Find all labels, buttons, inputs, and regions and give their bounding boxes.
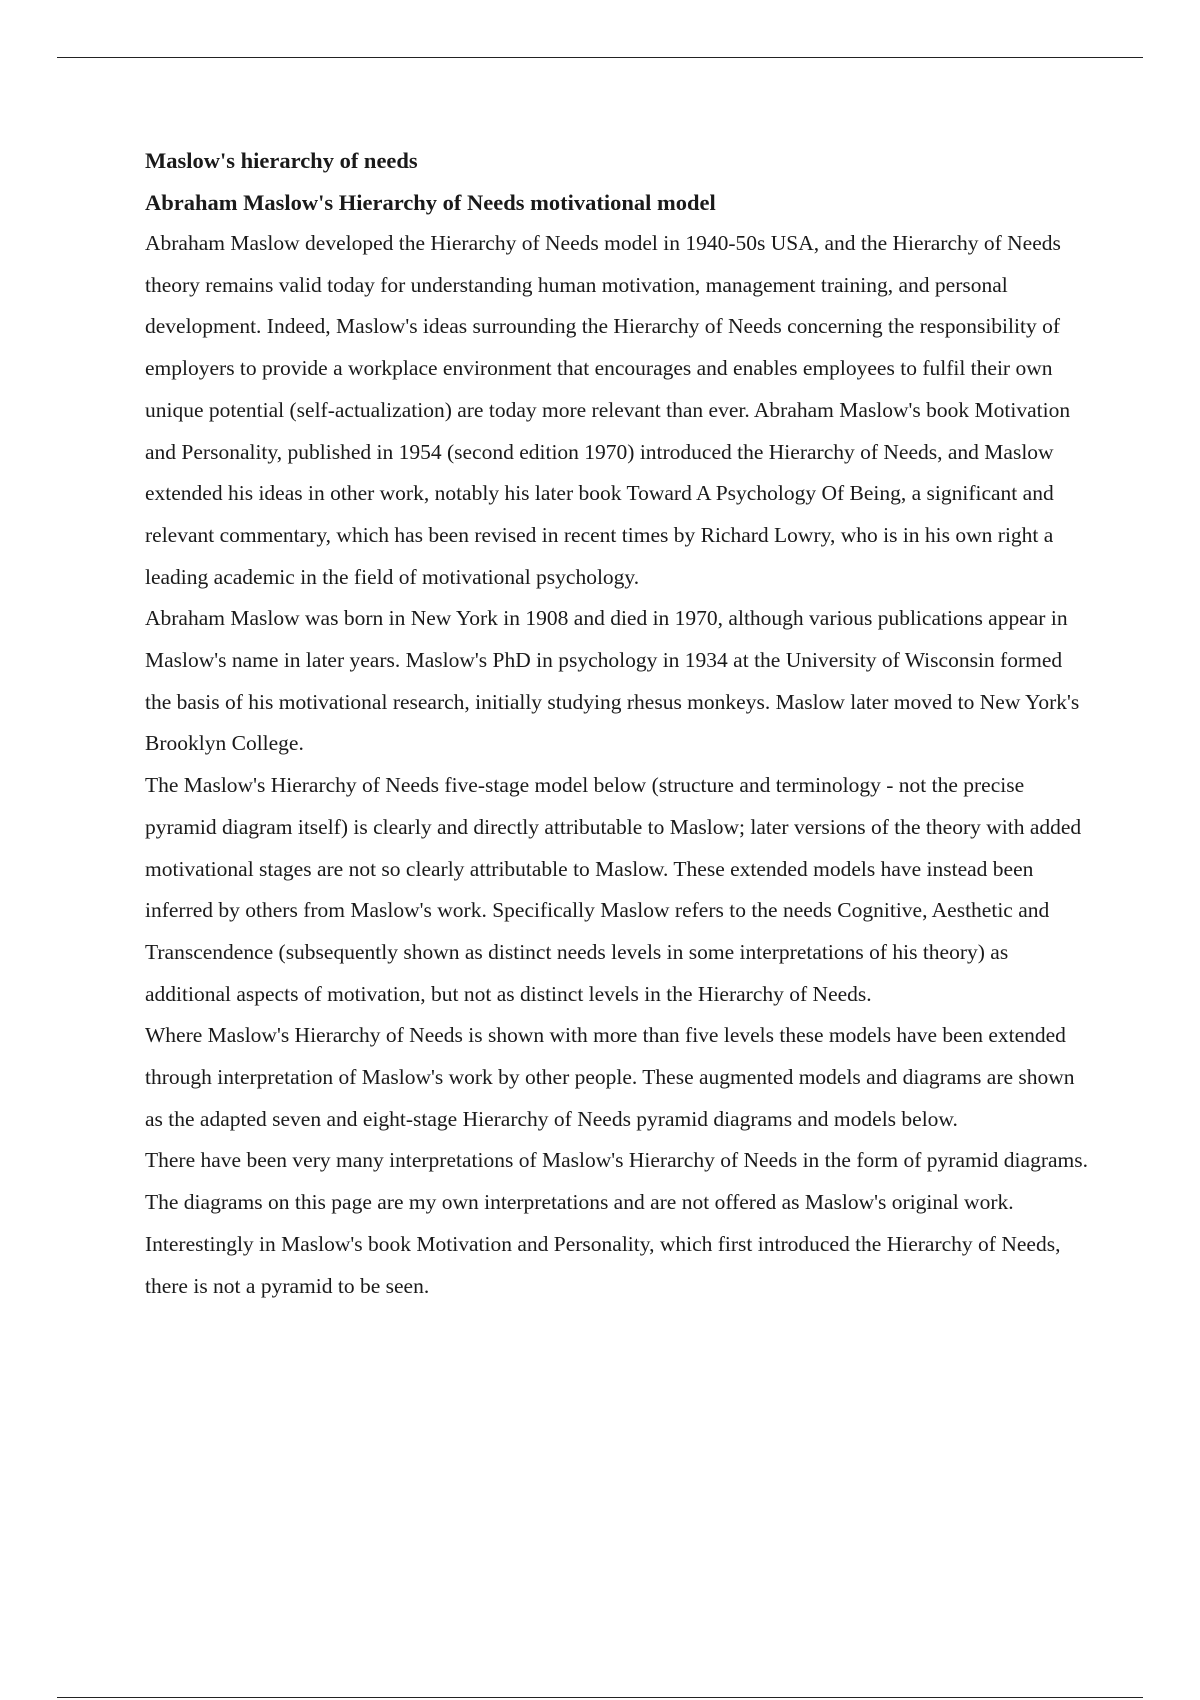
- paragraph-extended-models: Where Maslow's Hierarchy of Needs is shown with more than five levels these models have been extended through interpretation of Maslow's work by other people. These augmented models and diagrams are shown as the adapted seven and eight-stage Hierarchy of Needs pyramid diagrams and models below.: [145, 1023, 1075, 1131]
- paragraph-intro: Abraham Maslow developed the Hierarchy of Needs model in 1940-50s USA, and the Hierarchy of Needs theory remains valid today for understanding human motivation, management training, and personal development. Indeed, Maslow's ideas surrounding the Hierarchy of Needs concerning the responsibility of employers to provide a workplace environment that encourages and enables employees to fulfil their own unique potential (self-actualization) are today more relevant than ever. Abraham Maslow's book Motivation and Personality, published in 1954 (second edition 1970) introduced the Hierarchy of Needs, and Maslow extended his ideas in other work, notably his later book Toward A Psychology Of Being, a significant and relevant commentary, which has been revised in recent times by Richard Lowry, who is in his own right a leading academic in the field of motivational psychology.: [145, 231, 1071, 589]
- bottom-rule: [57, 1697, 1143, 1698]
- paragraph-biography: Abraham Maslow was born in New York in 1908 and died in 1970, although various publications appear in Maslow's name in later years. Maslow's PhD in psychology in 1934 at the University of Wisconsin formed the basis of his motivational research, initially studying rhesus monkeys. Maslow later moved to New York's Brooklyn College.: [145, 606, 1080, 756]
- document-title: Maslow's hierarchy of needs: [145, 148, 418, 173]
- paragraph-pyramid-interpretations: There have been very many interpretations of Maslow's Hierarchy of Needs in the form of pyramid diagrams. The diagrams on this page are my own interpretations and are not offered as Maslow's original work. Interestingly in Maslow's book Motivation and Personality, which first introduced the Hierarchy of Needs, there is not a pyramid to be seen.: [145, 1148, 1088, 1298]
- document-subtitle: Abraham Maslow's Hierarchy of Needs motivational model: [145, 189, 716, 215]
- document-body: [145, 140, 1090, 1307]
- top-rule: [57, 57, 1143, 58]
- paragraph-five-stage-model: The Maslow's Hierarchy of Needs five-stage model below (structure and terminology - not the precise pyramid diagram itself) is clearly and directly attributable to Maslow; later versions of the theory with added motivational stages are not so clearly attributable to Maslow. These extended models have instead been inferred by others from Maslow's work. Specifically Maslow refers to the needs Cognitive, Aesthetic and Transcendence (subsequently shown as distinct needs levels in some interpretations of his theory) as additional aspects of motivation, but not as distinct levels in the Hierarchy of Needs.: [145, 773, 1082, 1006]
